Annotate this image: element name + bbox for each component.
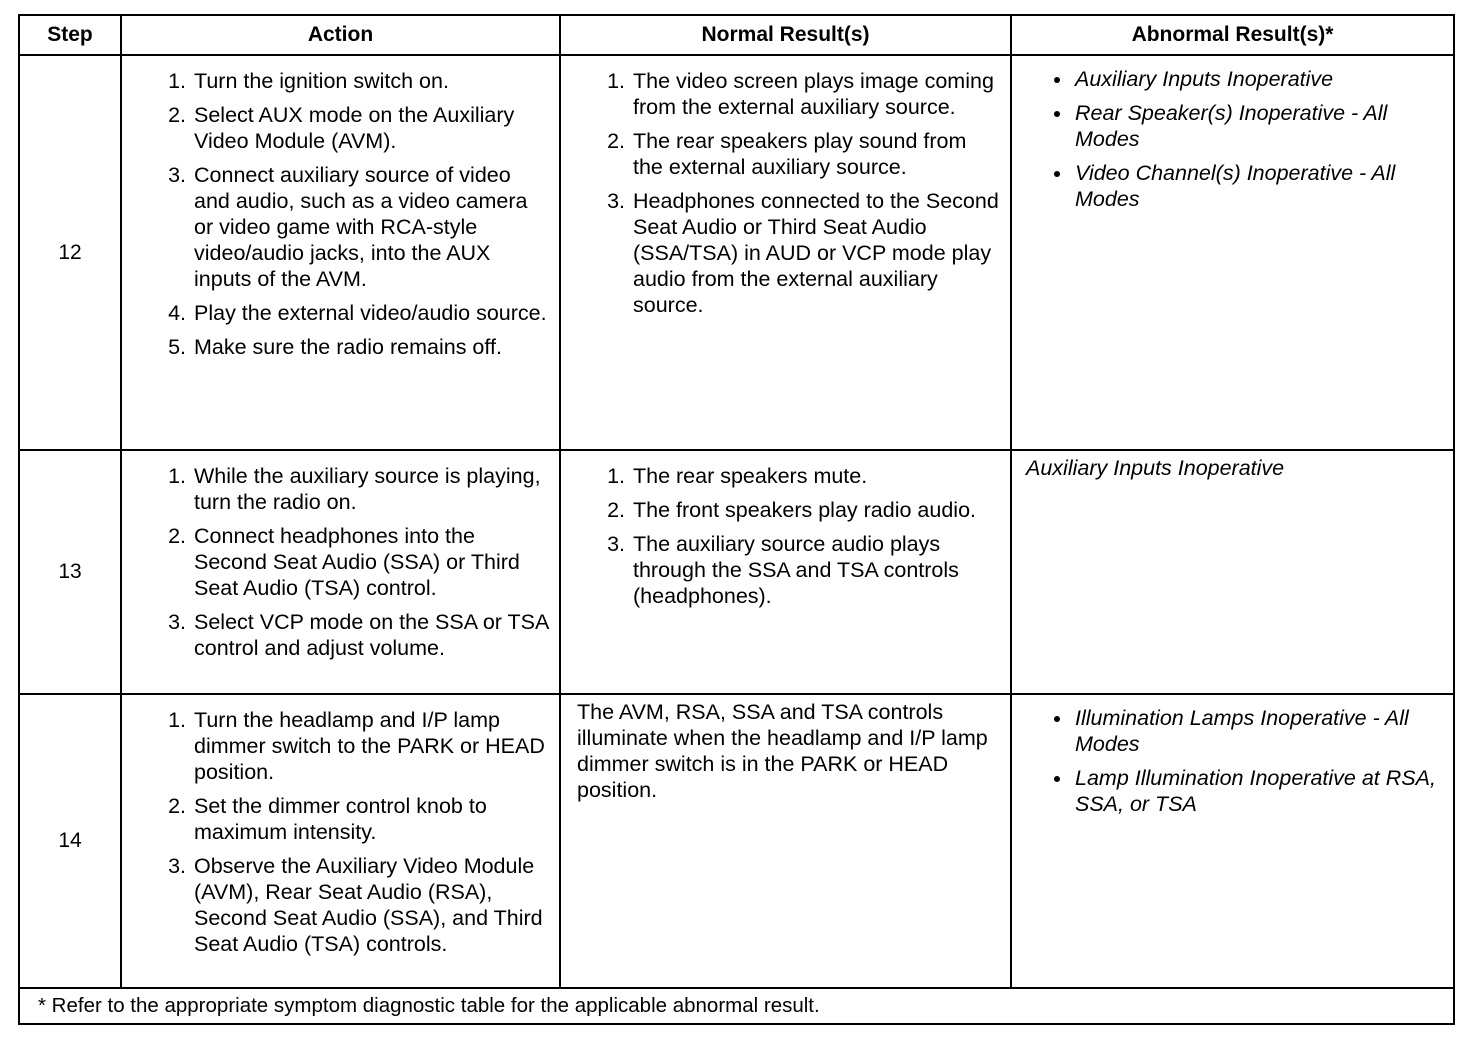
header-action: Action <box>122 16 561 54</box>
action-item: 3. Observe the Auxiliary Video Module (AVM), Rear Seat Audio (RSA), Second Seat Audio (SSA), and Third Seat Audio (TSA) controls. <box>192 853 549 957</box>
action-list <box>122 56 559 360</box>
action-list <box>122 695 559 957</box>
abnormal-result-list <box>1012 56 1453 212</box>
action-item: 1. Turn the ignition switch on. <box>192 68 549 94</box>
abnormal-result-item: • Rear Speaker(s) Inoperative - All Modes <box>1073 100 1443 152</box>
abnormal-result-cell <box>1012 695 1453 987</box>
footnote-row <box>20 989 1453 1023</box>
action-item: 3. Connect auxiliary source of video and audio, such as a video camera or video game with RCA-style video/audio jacks, into the AUX inputs of the AVM. <box>192 162 549 292</box>
table-row-step-13 <box>20 451 1453 695</box>
step-number: 13 <box>20 451 122 693</box>
header-abnormal-results: Abnormal Result(s)* <box>1131 23 1334 46</box>
normal-result-item: 3. The auxiliary source audio plays through the SSA and TSA controls (headphones). <box>631 531 1000 609</box>
abnormal-result-item: • Lamp Illumination Inoperative at RSA, SSA, or TSA <box>1073 765 1443 817</box>
abnormal-result-cell <box>1012 56 1453 449</box>
abnormal-result-item: • Video Channel(s) Inoperative - All Modes <box>1073 160 1443 212</box>
step-number: 14 <box>20 695 122 987</box>
table-row-step-14 <box>20 695 1453 989</box>
normal-result-item: 1. The rear speakers mute. <box>631 463 1000 489</box>
action-item: 1. While the auxiliary source is playing, turn the radio on. <box>192 463 549 515</box>
normal-result-item: 1. The video screen plays image coming from the external auxiliary source. <box>631 68 1000 120</box>
abnormal-result-list <box>1012 695 1453 817</box>
action-item: 3. Select VCP mode on the SSA or TSA control and adjust volume. <box>192 609 549 661</box>
action-cell <box>122 56 561 449</box>
action-item: 2. Select AUX mode on the Auxiliary Video Module (AVM). <box>192 102 549 154</box>
table-row-step-12 <box>20 56 1453 451</box>
abnormal-result-item: • Illumination Lamps Inoperative - All Modes <box>1073 705 1443 757</box>
normal-result-list <box>561 451 1010 609</box>
action-item: 2. Connect headphones into the Second Seat Audio (SSA) or Third Seat Audio (TSA) control. <box>192 523 549 601</box>
action-item: 2. Set the dimmer control knob to maximum intensity. <box>192 793 549 845</box>
normal-result-item: 3. Headphones connected to the Second Seat Audio or Third Seat Audio (SSA/TSA) in AUD or VCP mode play audio from the external auxiliary source. <box>631 188 1000 318</box>
action-list <box>122 451 559 661</box>
header-normal-results: Normal Result(s) <box>561 16 1012 54</box>
normal-result-cell <box>561 56 1012 449</box>
step-number: 12 <box>20 56 122 449</box>
action-item: 4. Play the external video/audio source. <box>192 300 549 326</box>
abnormal-result-item: • Auxiliary Inputs Inoperative <box>1073 66 1443 92</box>
action-item: 5. Make sure the radio remains off. <box>192 334 549 360</box>
normal-result-item: 2. The front speakers play radio audio. <box>631 497 1000 523</box>
abnormal-result-cell <box>1012 451 1453 693</box>
normal-result-cell <box>561 695 1012 987</box>
abnormal-result-text: Auxiliary Inputs Inoperative <box>1026 456 1285 480</box>
diagnostic-table <box>18 14 1455 1025</box>
normal-result-item: 2. The rear speakers play sound from the external auxiliary source. <box>631 128 1000 180</box>
action-cell <box>122 451 561 693</box>
normal-result-list <box>561 56 1010 318</box>
action-cell <box>122 695 561 987</box>
normal-result-cell <box>561 451 1012 693</box>
header-row <box>20 16 1453 56</box>
action-item: 1. Turn the headlamp and I/P lamp dimmer switch to the PARK or HEAD position. <box>192 707 549 785</box>
header-step: Step <box>20 16 122 54</box>
footnote-text: * Refer to the appropriate symptom diagnostic table for the applicable abnormal result. <box>38 994 820 1017</box>
normal-result-text: The AVM, RSA, SSA and TSA controls illuminate when the headlamp and I/P lamp dimmer switch is in the PARK or HEAD position. <box>577 700 988 802</box>
